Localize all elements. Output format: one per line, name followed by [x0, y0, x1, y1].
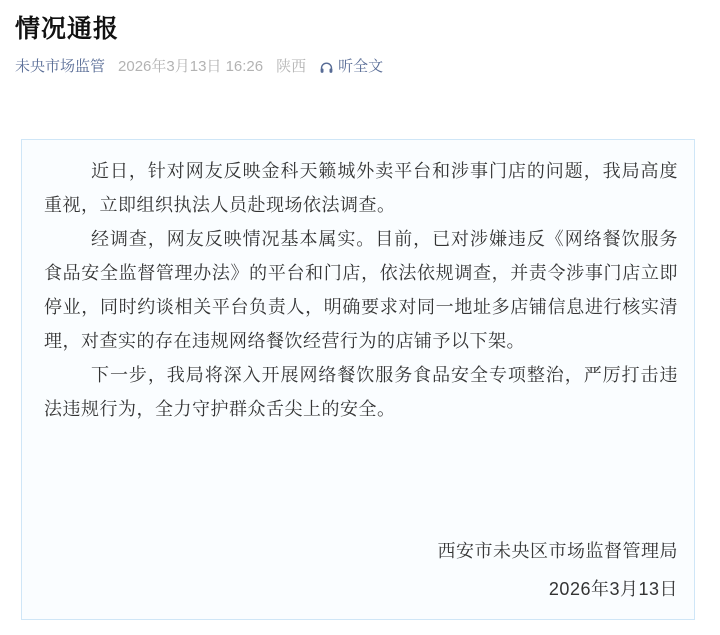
notice-paragraph: 近日，针对网友反映金科天籁城外卖平台和涉事门店的问题，我局高度重视，立即组织执法人员赴现场依法调查。 [44, 161, 678, 215]
publish-datetime: 2026年3月13日 16:26 [118, 58, 264, 75]
article-header [0, 0, 720, 77]
signature-block [44, 532, 678, 608]
signature-date: 2026年3月13日 [548, 579, 678, 599]
signature-issuer: 西安市未央区市场监督管理局 [437, 541, 678, 561]
publish-region: 陕西 [276, 58, 307, 75]
notice-box [21, 139, 695, 620]
article-meta [15, 57, 705, 77]
listen-full-text-button[interactable] [319, 57, 383, 77]
listen-label: 听全文 [338, 58, 384, 75]
notice-paragraph: 下一步，我局将深入开展网络餐饮服务食品安全专项整治，严厉打击违法违规行为，全力守护群众舌尖上的安全。 [44, 365, 678, 419]
page-title: 情况通报 [15, 15, 120, 43]
account-link[interactable]: 未央市场监管 [15, 58, 106, 75]
notice-paragraph: 经调查，网友反映情况基本属实。目前，已对涉嫌违反《网络餐饮服务食品安全监督管理办法》的平台和门店，依法依规调查，并责令涉事门店立即停业，同时约谈相关平台负责人，明确要求对同一地址多店铺信息进行核实清理，对查实的存在违规网络餐饮经营行为的店铺予以下架。 [44, 229, 678, 351]
headphone-icon [319, 60, 334, 75]
